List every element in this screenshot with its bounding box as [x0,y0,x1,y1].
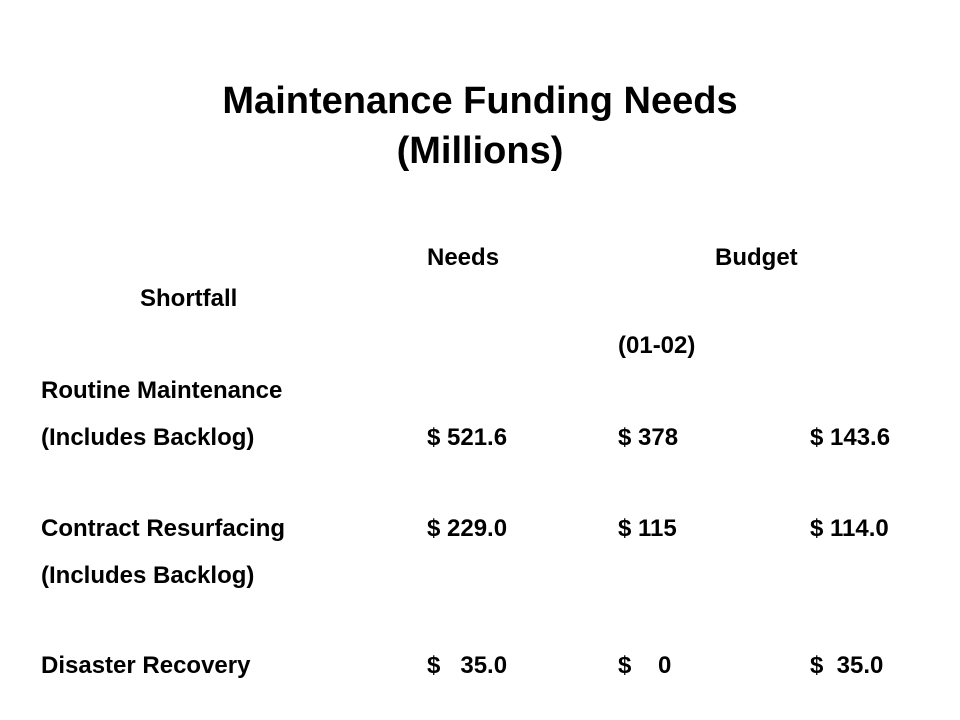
column-header-shortfall: Shortfall [140,285,238,312]
slide-title: Maintenance Funding Needs [222,80,738,122]
cell-budget: $ 378 [618,424,679,451]
cell-shortfall: $ 114.0 [810,515,889,542]
column-header-budget-period: (01-02) [618,332,696,359]
column-header-budget: Budget [715,244,798,271]
row-label-routine-maintenance: Routine Maintenance [41,377,283,404]
column-header-needs: Needs [427,244,500,271]
cell-budget: $ 0 [618,652,672,679]
cell-shortfall: $ 35.0 [810,652,884,679]
cell-needs: $ 521.6 [427,424,508,451]
slide-subtitle: (Millions) [396,130,564,172]
row-label-disaster-recovery: Disaster Recovery [41,652,251,679]
cell-needs: $ 229.0 [427,515,508,542]
cell-needs: $ 35.0 [427,652,508,679]
cell-budget: $ 115 [618,515,677,542]
cell-shortfall: $ 143.6 [810,424,891,451]
row-label-routine-maintenance-note: (Includes Backlog) [41,424,255,451]
row-label-contract-resurfacing-note: (Includes Backlog) [41,562,255,589]
row-label-contract-resurfacing: Contract Resurfacing [41,515,286,542]
